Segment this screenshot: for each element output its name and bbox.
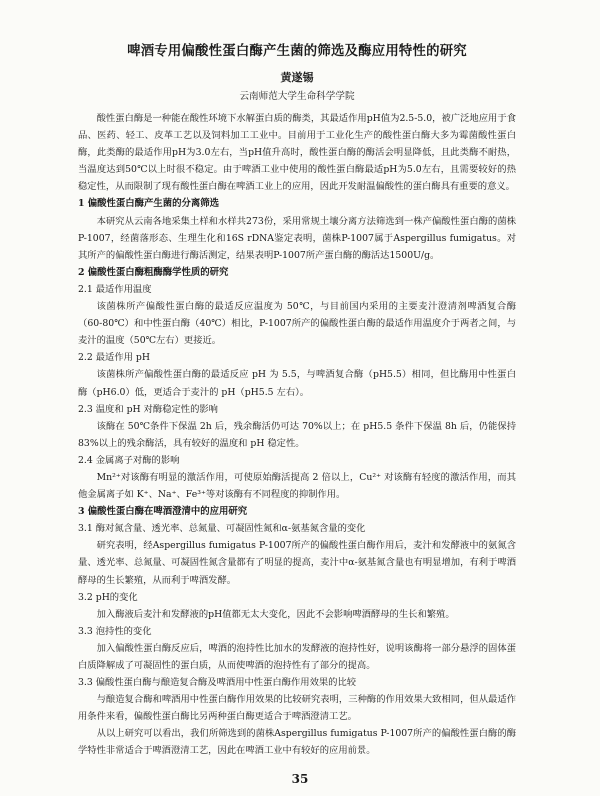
subsection-heading-2-4: 2.4 金属离子对酶的影响	[78, 454, 180, 466]
subsection-3-2-paragraph: 加入酶液后麦汁和发酵液的pH值都无太大变化，因此不会影响啤酒酵母的生长和繁殖。	[96, 608, 455, 620]
subsection-heading-2-1: 2.1 最适作用温度	[78, 283, 152, 295]
subsection-3-3b-paragraph: 与酿造复合酶和啤酒用中性蛋白酶作用效果的比较研究表明，三种酶的作用效果大致相同，但从最适作用条件来看，偏酸性蛋白酶比另两种蛋白酶更适合于啤酒澄清工艺。	[78, 694, 516, 723]
section-heading-1: 1 偏酸性蛋白酶产生菌的分离筛选	[78, 198, 220, 210]
subsection-heading-2-3: 2.3 温度和 pH 对酶稳定性的影响	[78, 403, 218, 415]
subsection-2-3-paragraph: 该酶在 50℃条件下保温 2h 后，残余酶活仍可达 70%以上；在 pH5.5 条件下保温 8h 后，仍能保持 83%以上的残余酶活，具有较好的温度和 pH 稳定性。	[78, 420, 516, 449]
paper-title: 啤酒专用偏酸性蛋白酶产生菌的筛选及酶应用特性的研究	[127, 43, 467, 59]
paper-body	[78, 110, 516, 760]
subsection-3-1-paragraph: 研究表明，经Aspergillus fumigatus P-1007所产的偏酸性蛋白酶作用后，麦汁和发酵液中的氨氮含量、透光率、总氮量、可凝固性氮含量都有了明显的提高，麦汁中α-氨基氮含量也有明显增加，有利于啤酒酵母的生长繁殖，从而利于啤酒发酵。	[78, 540, 516, 586]
section-1-paragraph: 本研究从云南各地采集土样和水样共273份，采用常规土壤分离方法筛选到一株产偏酸性蛋白酶的菌株P-1007，经菌落形态、生理生化和16S rDNA鉴定表明，菌株P-1007属于Aspergillus fumigatus。对其所产的偏酸性蛋白酶进行酶活测定，结果表明P-1007所产蛋白酶的酶活达1500U/g。	[78, 215, 516, 261]
subsection-heading-3-3: 3.3 泡持性的变化	[78, 625, 152, 637]
subsection-heading-3-1: 3.1 酶对氮含量、透光率、总氮量、可凝固性氮和α-氨基氮含量的变化	[78, 523, 366, 535]
subsection-heading-3-3b: 3.3 偏酸性蛋白酶与酿造复合酶及啤酒用中性蛋白酶作用效果的比较	[78, 677, 357, 689]
subsection-heading-2-2: 2.2 最适作用 pH	[78, 352, 150, 364]
subsection-heading-3-2: 3.2 pH的变化	[78, 591, 138, 603]
subsection-2-1-paragraph: 该菌株所产偏酸性蛋白酶的最适反应温度为 50℃，与目前国内采用的主要麦汁澄清剂啤酒复合酶（60-80℃）和中性蛋白酶（40℃）相比，P-1007所产的偏酸性蛋白酶的最适作用温度介于两者之间，与麦汁的温度（50℃左右）更接近。	[78, 301, 516, 347]
section-heading-2: 2 偏酸性蛋白酶粗酶酶学性质的研究	[78, 266, 229, 278]
conclusion-paragraph: 从以上研究可以看出，我们所筛选到的菌株Aspergillus fumigatus P-1007所产的偏酸性蛋白酶的酶学特性非常适合于啤酒澄清工艺，因此在啤酒工业中有较好的应用前景。	[78, 728, 516, 757]
subsection-2-2-paragraph: 该菌株所产偏酸性蛋白酶的最适反应 pH 为 5.5，与啤酒复合酶（pH5.5）相同，但比酶用中性蛋白酶（pH6.0）低，更适合于麦汁的 pH（pH5.5 左右）。	[78, 369, 516, 398]
author-name: 黄遂锡	[280, 71, 314, 84]
subsection-3-3-paragraph: 加入偏酸性蛋白酶反应后，啤酒的泡持性比加水的发酵液的泡持性好，说明该酶将一部分悬浮的固体蛋白质降解成了可凝固性的蛋白质，从而使啤酒的泡持性有了部分的提高。	[78, 642, 516, 671]
author-affiliation: 云南师范大学生命科学学院	[239, 91, 355, 102]
intro-paragraph: 酸性蛋白酶是一种能在酸性环境下水解蛋白质的酶类，其最适作用pH值为2.5-5.0，被广泛地应用于食品、医药、轻工、皮革工艺以及饲料加工工业中。目前用于工业化生产的酸性蛋白酶大多为霉菌酸性蛋白酶，此类酶的最适作用pH为3.0左右，当pH值升高时，酸性蛋白酶的酶活会明显降低，且此类酶不耐热，当温度达到50℃以上时很不稳定。由于啤酒工业中使用的酸性蛋白酶最适pH为5.0左右，且需要较好的热稳定性，从而限制了现有酸性蛋白酶在啤酒工业上的应用，因此开发耐温偏酸性的蛋白酶具有重要的意义。	[78, 113, 516, 193]
subsection-2-4-paragraph: Mn²⁺对该酶有明显的激活作用，可使原始酶活提高 2 倍以上，Cu²⁺ 对该酶有轻度的激活作用，而其他金属离子如 K⁺、Na⁺、Fe³⁺等对该酶有不同程度的抑制作用。	[78, 471, 516, 501]
section-heading-3: 3 偏酸性蛋白酶在啤酒澄清中的应用研究	[78, 506, 248, 518]
page-number: 35	[291, 772, 309, 786]
